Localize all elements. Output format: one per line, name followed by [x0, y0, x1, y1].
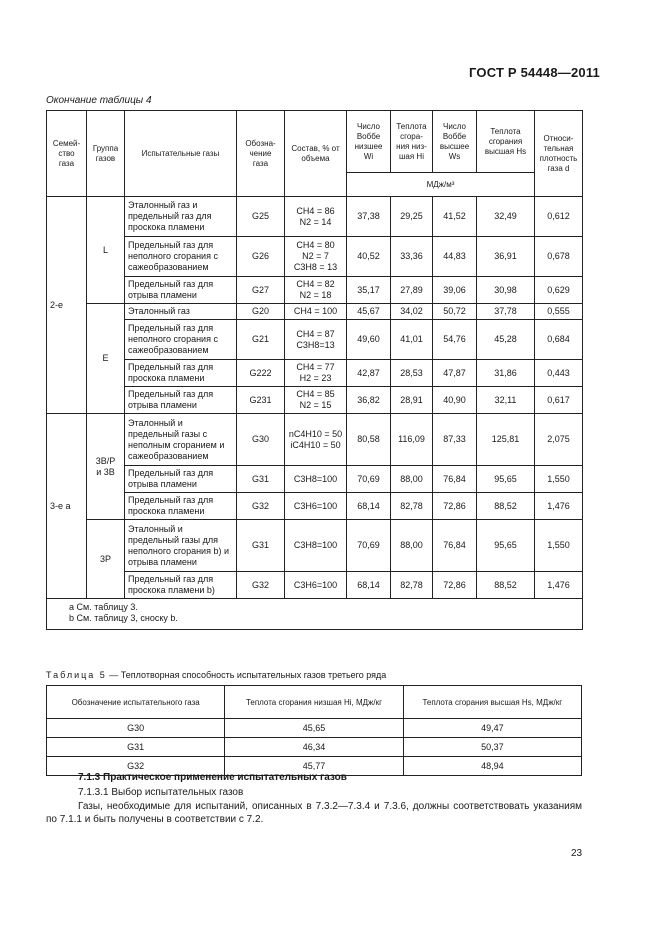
wobbe-low-cell: 35,17	[347, 277, 391, 304]
gas-composition: CH4 = 80 N2 = 7 C3H8 = 13	[285, 237, 347, 277]
wobbe-high-cell: 54,76	[433, 320, 477, 360]
gas-description: Предельный газ для проскока пламени	[125, 493, 237, 520]
t5-cell: G31	[47, 738, 225, 757]
gas-composition: C3H8=100	[285, 466, 347, 493]
gas-description: Эталонный и предельный газы для неполного сгорания b) и отрыва пламени	[125, 520, 237, 572]
density-cell: 0,617	[535, 387, 583, 414]
table-row	[47, 738, 582, 757]
gas-description: Предельный газ для отрыва пламени	[125, 387, 237, 414]
wobbe-high-cell: 47,87	[433, 360, 477, 387]
density-cell: 0,684	[535, 320, 583, 360]
wobbe-low-cell: 45,67	[347, 304, 391, 320]
gas-composition: nC4H10 = 50 iC4H10 = 50	[285, 414, 347, 466]
heat-high-cell: 45,28	[477, 320, 535, 360]
density-cell: 0,443	[535, 360, 583, 387]
gas-description: Эталонный и предельный газы с неполным сгоранием и сажеобразованием	[125, 414, 237, 466]
wobbe-high-cell: 41,52	[433, 197, 477, 237]
table-5-caption: — Теплотворная способность испытательных газов третьего ряда	[106, 670, 387, 680]
wobbe-high-cell: 50,72	[433, 304, 477, 320]
gas-composition: C3H6=100	[285, 572, 347, 599]
heat-low-cell: 28,53	[391, 360, 433, 387]
header-gases: Испытательные газы	[125, 111, 237, 197]
header-heat-low: Теплота сгора- ния низ- шая Hi	[391, 111, 433, 173]
header-density: Относи- тельная плотность газа d	[535, 111, 583, 197]
gas-designation: G32	[237, 493, 285, 520]
wobbe-low-cell: 68,14	[347, 493, 391, 520]
gas-designation: G20	[237, 304, 285, 320]
table-row	[47, 414, 583, 466]
heat-high-cell: 125,81	[477, 414, 535, 466]
group-cell: E	[87, 304, 125, 414]
table-row	[47, 304, 583, 320]
wobbe-high-cell: 76,84	[433, 520, 477, 572]
table-row	[47, 197, 583, 237]
t5-cell: G32	[47, 757, 225, 776]
gas-designation: G32	[237, 572, 285, 599]
density-cell: 0,555	[535, 304, 583, 320]
wobbe-high-cell: 76,84	[433, 466, 477, 493]
section-heading: 7.1.3 Практическое применение испытательных газов	[78, 772, 347, 783]
gas-designation: G30	[237, 414, 285, 466]
heat-low-cell: 41,01	[391, 320, 433, 360]
gas-composition: C3H6=100	[285, 493, 347, 520]
gas-description: Предельный газ для отрыва пламени	[125, 466, 237, 493]
gas-composition: CH4 = 86 N2 = 14	[285, 197, 347, 237]
subsection-heading: 7.1.3.1 Выбор испытательных газов	[78, 787, 244, 798]
table-row	[47, 360, 583, 387]
family-cell: 3-е a	[47, 414, 87, 599]
body-paragraph: Газы, необходимые для испытаний, описанных в 7.3.2—7.3.4 и 7.3.6, должны соответствовать указаниям по 7.1.1 и быть получены в соответствии с 7.2.	[46, 801, 582, 825]
gas-composition: CH4 = 77 H2 = 23	[285, 360, 347, 387]
table-row	[47, 572, 583, 599]
gas-designation: G31	[237, 520, 285, 572]
gas-composition: CH4 = 82 N2 = 18	[285, 277, 347, 304]
density-cell: 1,550	[535, 466, 583, 493]
gas-designation: G27	[237, 277, 285, 304]
gas-composition: CH4 = 85 N2 = 15	[285, 387, 347, 414]
heat-high-cell: 95,65	[477, 466, 535, 493]
heat-low-cell: 88,00	[391, 520, 433, 572]
header-composition: Состав, % от объема	[285, 111, 347, 197]
t5-cell: 45,77	[225, 757, 403, 776]
table-row	[47, 520, 583, 572]
heat-low-cell: 82,78	[391, 493, 433, 520]
heat-low-cell: 27,89	[391, 277, 433, 304]
wobbe-low-cell: 42,87	[347, 360, 391, 387]
t5-cell: G30	[47, 719, 225, 738]
table-row	[47, 320, 583, 360]
gas-description: Предельный газ для проскока пламени	[125, 360, 237, 387]
header-family: Семей- ство газа	[47, 111, 87, 197]
gas-description: Предельный газ для проскока пламени b)	[125, 572, 237, 599]
header-wobbe-low: Число Воббе низшее Wi	[347, 111, 391, 173]
density-cell: 0,629	[535, 277, 583, 304]
gas-designation: G222	[237, 360, 285, 387]
heat-high-cell: 88,52	[477, 572, 535, 599]
heat-high-cell: 36,91	[477, 237, 535, 277]
heat-low-cell: 34,02	[391, 304, 433, 320]
heat-low-cell: 82,78	[391, 572, 433, 599]
wobbe-high-cell: 40,90	[433, 387, 477, 414]
table-continuation-title: Окончание таблицы 4	[46, 95, 152, 106]
table-row	[47, 493, 583, 520]
table-5-title	[46, 670, 386, 680]
density-cell: 0,612	[535, 197, 583, 237]
gas-designation: G231	[237, 387, 285, 414]
heat-high-cell: 31,86	[477, 360, 535, 387]
wobbe-low-cell: 80,58	[347, 414, 391, 466]
gas-description: Эталонный газ и предельный газ для проскока пламени	[125, 197, 237, 237]
wobbe-high-cell: 72,86	[433, 572, 477, 599]
heat-low-cell: 29,25	[391, 197, 433, 237]
wobbe-high-cell: 87,33	[433, 414, 477, 466]
heat-high-cell: 88,52	[477, 493, 535, 520]
gas-description: Эталонный газ	[125, 304, 237, 320]
table-note: b См. таблицу 3, сноску b.	[69, 613, 178, 623]
wobbe-low-cell: 37,38	[347, 197, 391, 237]
table-row	[47, 719, 582, 738]
heat-low-cell: 28,91	[391, 387, 433, 414]
density-cell: 1,476	[535, 572, 583, 599]
wobbe-low-cell: 40,52	[347, 237, 391, 277]
gas-table-4	[46, 110, 583, 630]
header-units: МДж/м³	[347, 173, 535, 197]
header-wobbe-high: Число Воббе высшее Ws	[433, 111, 477, 173]
header-designation: Обозна- чение газа	[237, 111, 285, 197]
gas-description: Предельный газ для отрыва пламени	[125, 277, 237, 304]
t5-cell: 50,37	[403, 738, 581, 757]
table-5-label: Таблица 5	[46, 670, 107, 680]
density-cell: 1,550	[535, 520, 583, 572]
wobbe-low-cell: 68,14	[347, 572, 391, 599]
t5-cell: 48,94	[403, 757, 581, 776]
wobbe-high-cell: 44,83	[433, 237, 477, 277]
header-heat-high: Теплота сгорания высшая Hs	[477, 111, 535, 173]
density-cell: 1,476	[535, 493, 583, 520]
t5-header-heat-high: Теплота сгорания высшая Hs, МДж/кг	[403, 686, 581, 719]
t5-header-designation: Обозначение испытательного газа	[47, 686, 225, 719]
heat-high-cell: 32,49	[477, 197, 535, 237]
heat-high-cell: 30,98	[477, 277, 535, 304]
table-row	[47, 277, 583, 304]
gas-designation: G21	[237, 320, 285, 360]
table-note: a См. таблицу 3.	[69, 602, 138, 612]
group-cell: 3В/Р и 3В	[87, 414, 125, 520]
heat-low-cell: 33,36	[391, 237, 433, 277]
heat-value-table-5	[46, 685, 582, 776]
table-notes	[47, 599, 583, 630]
density-cell: 0,678	[535, 237, 583, 277]
wobbe-low-cell: 70,69	[347, 520, 391, 572]
wobbe-high-cell: 39,06	[433, 277, 477, 304]
heat-high-cell: 32,11	[477, 387, 535, 414]
t5-header-heat-low: Теплота сгорания низшая Hi, МДж/кг	[225, 686, 403, 719]
gas-designation: G25	[237, 197, 285, 237]
page-number: 23	[571, 848, 583, 859]
group-cell: L	[87, 197, 125, 304]
gas-description: Предельный газ для неполного сгорания с сажеобразованием	[125, 320, 237, 360]
t5-cell: 49,47	[403, 719, 581, 738]
gas-designation: G31	[237, 466, 285, 493]
family-cell: 2-е	[47, 197, 87, 414]
gas-description: Предельный газ для неполного сгорания с сажеобразованием	[125, 237, 237, 277]
table-row	[47, 466, 583, 493]
table-row	[47, 237, 583, 277]
heat-low-cell: 116,09	[391, 414, 433, 466]
wobbe-low-cell: 36,82	[347, 387, 391, 414]
density-cell: 2,075	[535, 414, 583, 466]
gas-composition: CH4 = 87 C3H8=13	[285, 320, 347, 360]
wobbe-high-cell: 72,86	[433, 493, 477, 520]
header-group: Группа газов	[87, 111, 125, 197]
document-code: ГОСТ Р 54448—2011	[469, 65, 600, 80]
table-row	[47, 387, 583, 414]
gas-composition: C3H8=100	[285, 520, 347, 572]
wobbe-low-cell: 49,60	[347, 320, 391, 360]
wobbe-low-cell: 70,69	[347, 466, 391, 493]
group-cell: 3Р	[87, 520, 125, 599]
heat-low-cell: 88,00	[391, 466, 433, 493]
heat-high-cell: 37,78	[477, 304, 535, 320]
gas-designation: G26	[237, 237, 285, 277]
gas-composition: CH4 = 100	[285, 304, 347, 320]
heat-high-cell: 95,65	[477, 520, 535, 572]
notes-row	[47, 599, 583, 630]
t5-cell: 45,65	[225, 719, 403, 738]
t5-cell: 46,34	[225, 738, 403, 757]
